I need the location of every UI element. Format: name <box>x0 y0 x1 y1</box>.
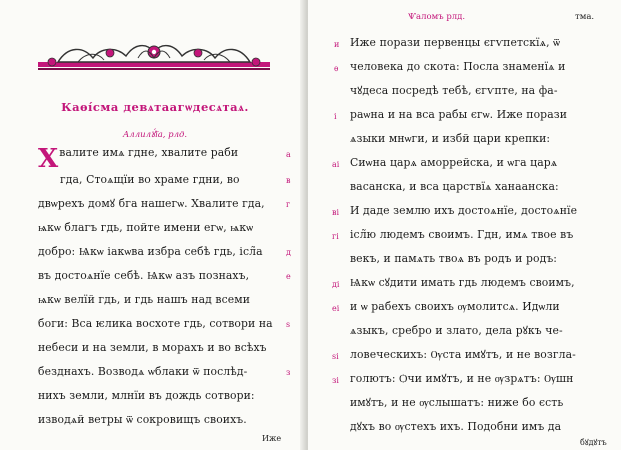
drop-cap: Х <box>38 144 59 174</box>
verse-number: ѕі <box>332 352 339 361</box>
right-page <box>308 0 621 450</box>
verse-number: г <box>286 200 291 209</box>
text-line: боги: Вса ѥлика восхоте гдь, сотвори на <box>38 317 273 330</box>
text-line: голютъ: Ѻчи имꙋтъ, и не ѹзрѧтъ: Ѹшн <box>350 372 574 385</box>
verse-number: зі <box>332 376 339 385</box>
text-line: дꙋхъ во ѹстехъ ихъ. Подобни имъ да <box>350 420 562 433</box>
text-line: человека до скота: Посла знаменїѧ и <box>350 60 566 73</box>
verse-number: ді <box>332 280 340 289</box>
text-line: ѩкѡ благъ гдь, пойте имени егѡ, ѩкѡ <box>38 221 254 234</box>
psalm-subtitle: Аллилꙋ́їа, рлд. <box>122 130 188 140</box>
text-line: изводѧй ветры ѿ сокровищъ своихъ. <box>38 413 247 426</box>
text-line: васанска, и вса царствїѧ ханаанска: <box>350 180 559 193</box>
verse-number: и <box>334 40 340 49</box>
text-line: Иже порази первенцы єгѵпетскїѧ, ѿ <box>350 36 561 49</box>
left-page <box>0 0 307 450</box>
text-line: и ѡ рабехъ своихъ ѹмолитсѧ. Идѡли <box>350 300 560 313</box>
verse-number: ѕ <box>286 320 291 329</box>
text-line: ѧзыки мнѡги, и избй цари крепки: <box>350 132 551 145</box>
running-head: Ѱаломъ рлд. <box>408 12 466 22</box>
verse-number: д <box>286 248 291 257</box>
catchword: бꙋдꙋтъ <box>580 438 607 447</box>
verse-number: е <box>286 272 291 281</box>
text-line: чꙋдеса посредѣ тебѣ, єгѵпте, на фа- <box>350 84 558 97</box>
text-line: безднахъ. Возводѧ ѡблаки ѿ послѣд- <box>38 365 248 378</box>
text-line: ловеческихъ: Ѹста имꙋтъ, и не возгла- <box>350 348 576 361</box>
verse-number: а <box>286 150 291 159</box>
text-line: Сиѡна царѧ аморрейска, и ѡга царѧ <box>350 156 558 169</box>
text-line: небеси и на земли, в морахъ и во всѣхъ <box>38 341 267 354</box>
text-line: ісл̃ю людемъ своимъ. Гдн, имѧ твое въ <box>350 228 574 241</box>
verse-number: ві <box>332 208 340 217</box>
verse-number: еі <box>332 304 340 313</box>
kathisma-title: Каѳі́смa девѧтаагѡдесѧтаѧ. <box>61 100 249 114</box>
verse-number: гі <box>332 232 339 241</box>
text-line: раѡна и на вса рабы єгѡ. Иже порази <box>350 108 568 121</box>
text-line: въ достоѧнїе себѣ. Ѩкѡ азъ познахъ, <box>38 269 250 282</box>
text-line: ѧзыкъ, сребро и злато, дела рꙋкъ че- <box>350 324 563 337</box>
text-line: гда, Стоѧщїи во храме гдни, во <box>60 173 240 186</box>
verse-number: в <box>286 176 291 185</box>
text-line: ѩкѡ велїй гдь, и гдь нашъ над всеми <box>38 293 251 306</box>
text-line: двѡрехъ домꙋ бга нашегѡ. Хвалите гда, <box>38 197 265 210</box>
text-line: Хвалите имѧ гдне, хвалите раби <box>38 144 239 174</box>
text-line: нихъ земли, млнїи въ дождь сотвори: <box>38 389 255 402</box>
verse-number: аі <box>332 160 340 169</box>
text-line: Ѩкѡ сꙋдити имать гдь людемъ своимъ, <box>350 276 575 289</box>
text-line: добро: Ѩкѡ іакѡва избра себѣ гдь, ісл̃а <box>38 245 263 258</box>
verse-number: з <box>286 368 291 377</box>
page-number: тма. <box>575 12 595 22</box>
catchword: Иже <box>262 434 282 443</box>
text-line: векъ, и памѧть твоѧ въ родъ и родъ: <box>350 252 558 265</box>
verse-number: ѳ <box>334 64 339 73</box>
floral-headpiece-ornament-icon <box>38 40 270 74</box>
verse-number: і <box>334 112 337 121</box>
text-line: И даде землю ихъ достоѧнїе, достоѧнїе <box>350 204 578 217</box>
text-line: имꙋтъ, и не ѹслышатъ: ниже бо єсть <box>350 396 564 409</box>
